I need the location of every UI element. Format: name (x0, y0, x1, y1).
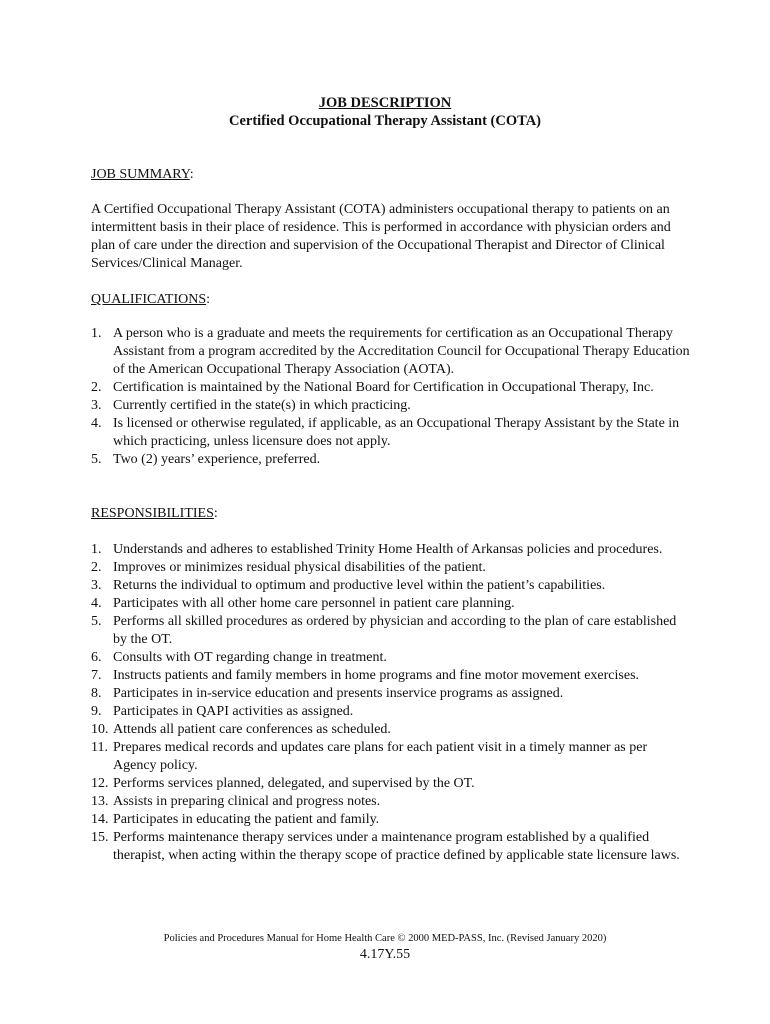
item-number: 2. (91, 560, 102, 575)
list-item (91, 397, 691, 415)
list-item (91, 325, 691, 379)
qualifications-list (91, 325, 691, 469)
item-text: Attends all patient care conferences as scheduled. (113, 722, 391, 737)
item-number: 12. (91, 776, 109, 791)
item-text: Participates in educating the patient and family. (113, 812, 380, 827)
list-item (91, 577, 691, 595)
list-item (91, 739, 691, 775)
item-number: 15. (91, 830, 109, 845)
item-number: 4. (91, 596, 102, 611)
list-item (91, 793, 691, 811)
list-item (91, 703, 691, 721)
item-number: 11. (91, 740, 108, 755)
item-number: 5. (91, 614, 102, 629)
item-text: Prepares medical records and updates care plans for each patient visit in a timely manner as per Agency policy. (113, 740, 648, 773)
summary-heading-text: JOB SUMMARY (91, 167, 190, 182)
list-item (91, 721, 691, 739)
item-text: Two (2) years’ experience, preferred. (113, 452, 321, 467)
responsibilities-list (91, 541, 691, 865)
list-item (91, 613, 691, 649)
item-text: A person who is a graduate and meets the requirements for certification as an Occupational Therapy Assistant from a program accredited by the Accreditation Council for Occupational Therapy Education of the American Occupational Therapy Association (AOTA). (113, 326, 690, 377)
list-item (91, 541, 691, 559)
item-text: Performs services planned, delegated, and supervised by the OT. (113, 776, 475, 791)
summary-paragraph: A Certified Occupational Therapy Assistant (COTA) administers occupational therapy to patients on an intermittent basis in their place of residence. This is performed in accordance with physician orders and plan of care under the direction and supervision of the Occupational Therapist and Director of Clinical Services/Clinical Manager. (91, 202, 671, 271)
item-number: 3. (91, 578, 102, 593)
list-item (91, 379, 691, 397)
page-number: 4.17Y.55 (359, 947, 411, 962)
item-number: 9. (91, 704, 102, 719)
item-text: Performs all skilled procedures as ordered by physician and according to the plan of care established by the OT. (113, 614, 677, 647)
list-item (91, 595, 691, 613)
item-number: 4. (91, 416, 102, 431)
document-title: JOB DESCRIPTION (318, 95, 452, 111)
item-number: 8. (91, 686, 102, 701)
list-item (91, 829, 691, 865)
item-text: Participates in in-service education and presents inservice programs as assigned. (113, 686, 564, 701)
document-subtitle: Certified Occupational Therapy Assistant (COTA) (228, 113, 542, 129)
item-text: Consults with OT regarding change in treatment. (113, 650, 387, 665)
list-item (91, 667, 691, 685)
item-number: 3. (91, 398, 102, 413)
item-text: Assists in preparing clinical and progress notes. (113, 794, 381, 809)
list-item (91, 649, 691, 667)
list-item (91, 559, 691, 577)
item-number: 6. (91, 650, 102, 665)
list-item (91, 811, 691, 829)
responsibilities-heading-text: RESPONSIBILITIES (91, 506, 214, 521)
list-item (91, 415, 691, 451)
item-text: Currently certified in the state(s) in which practicing. (113, 398, 411, 413)
item-text: Instructs patients and family members in home programs and fine motor movement exercises. (113, 668, 640, 683)
list-item (91, 685, 691, 703)
item-text: Certification is maintained by the National Board for Certification in Occupational Therapy, Inc. (113, 380, 654, 395)
item-number: 13. (91, 794, 109, 809)
item-text: Participates with all other home care personnel in patient care planning. (113, 596, 515, 611)
section-heading-responsibilities: RESPONSIBILITIES: (91, 506, 218, 521)
page-footer: Policies and Procedures Manual for Home Health Care © 2000 MED-PASS, Inc. (Revised January 2020) (163, 933, 607, 944)
section-heading-summary: JOB SUMMARY: (91, 167, 194, 182)
item-number: 5. (91, 452, 102, 467)
item-text: Is licensed or otherwise regulated, if applicable, as an Occupational Therapy Assistant by the State in which practicing, unless licensure does not apply. (113, 416, 680, 449)
item-text: Performs maintenance therapy services under a maintenance program established by a qualified therapist, when acting within the therapy scope of practice defined by applicable state licensure laws. (113, 830, 680, 863)
item-number: 14. (91, 812, 109, 827)
item-number: 2. (91, 380, 102, 395)
item-number: 1. (91, 326, 102, 341)
list-item (91, 451, 691, 469)
item-text: Participates in QAPI activities as assigned. (113, 704, 354, 719)
section-heading-qualifications: QUALIFICATIONS: (91, 292, 211, 307)
item-number: 7. (91, 668, 102, 683)
qualifications-heading-text: QUALIFICATIONS (91, 292, 207, 307)
list-item (91, 775, 691, 793)
item-text: Improves or minimizes residual physical disabilities of the patient. (113, 560, 486, 575)
item-number: 1. (91, 542, 102, 557)
item-text: Understands and adheres to established Trinity Home Health of Arkansas policies and procedures. (113, 542, 663, 557)
item-text: Returns the individual to optimum and productive level within the patient’s capabilities. (113, 578, 606, 593)
item-number: 10. (91, 722, 109, 737)
